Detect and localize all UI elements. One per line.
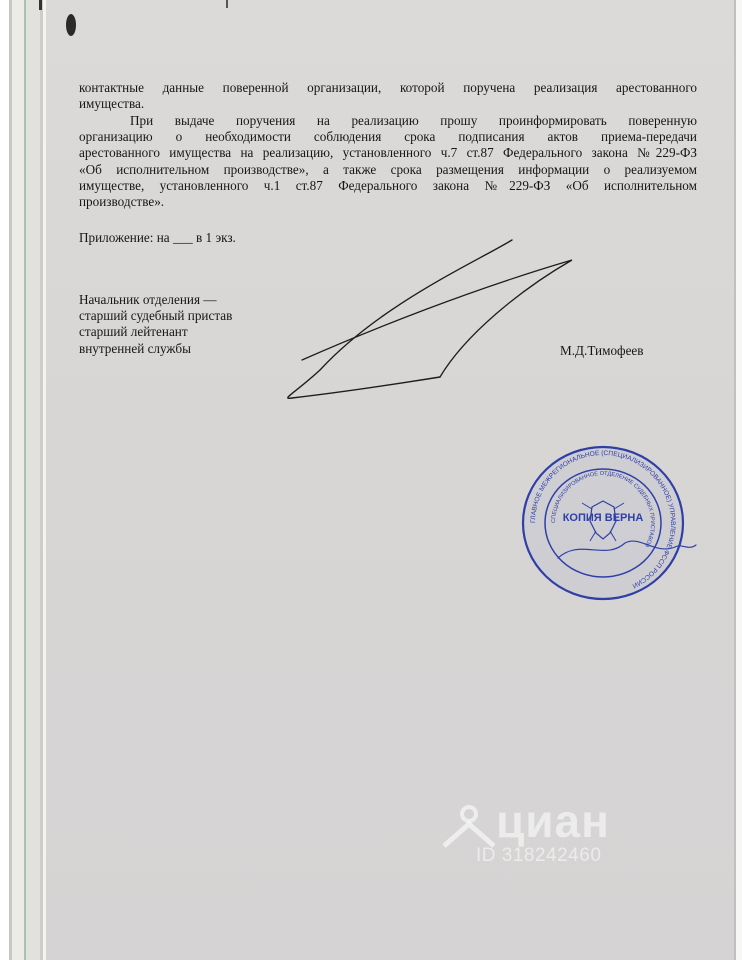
position-line: старший лейтенант (79, 324, 188, 340)
watermark-brand: циан (496, 795, 610, 847)
text-line: арестованного имущества на реализацию, установленного ч.7 ст.87 Федерального закона №229-ФЗ (79, 145, 697, 161)
scan-mark (39, 0, 42, 10)
position-line: Начальник отделения — (79, 292, 217, 307)
stamp-ring-text: ГЛАВНОЕ МЕЖРЕГИОНАЛЬНОЕ (СПЕЦИАЛИЗИРОВАННОЕ) УПРАВЛЕНИЕ ФССП РОССИИ (529, 449, 677, 589)
stamp-inner-text: СПЕЦИАЛИЗИРОВАННОЕ ОТДЕЛЕНИЕ СУДЕБНЫХ ПРИСТАВОВ (550, 470, 656, 549)
text-line: производстве». (79, 194, 165, 210)
scan-margin-dark (40, 0, 43, 960)
scan-margin-gray (26, 0, 40, 960)
scan-right-edge (736, 0, 742, 960)
official-stamp (510, 443, 700, 603)
text-line: имуществе, установленного ч.1 ст.87 Федерального закона №229-ФЗ «Об исполнительном (79, 177, 697, 193)
signer-name: М.Д.Тимофеев (560, 343, 644, 358)
paragraph-contact-data (79, 80, 697, 112)
signer-position (79, 292, 232, 357)
watermark-id: ID 318242460 (476, 845, 602, 866)
text-line: организацию о необходимости соблюдения срока подписания актов приема-передачи (79, 129, 697, 145)
cian-pin-icon (440, 800, 498, 850)
scan-margin-white (0, 0, 9, 960)
handwritten-signature (280, 235, 580, 405)
text-line: контактные данные поверенной организации, которой поручена реализация арестованного (79, 80, 697, 95)
punch-hole-mark (66, 14, 76, 36)
stamp-center-text: КОПИЯ ВЕРНА (562, 512, 644, 524)
text-line: «Об исполнительном производстве», а также срока размещения информации о реализуемом (79, 161, 697, 177)
position-line: старший судебный пристав (79, 308, 233, 324)
scan-margin-light (12, 0, 24, 960)
text-line: При выдаче поручения на реализацию прошу проинформировать поверенную (130, 113, 697, 128)
paragraph-instructions (79, 113, 697, 210)
appendix-line: Приложение: на ___ в 1 экз. (79, 230, 236, 245)
scan-mark (226, 0, 228, 8)
position-line: внутренней службы (79, 340, 191, 356)
text-line: имущества. (79, 96, 145, 112)
